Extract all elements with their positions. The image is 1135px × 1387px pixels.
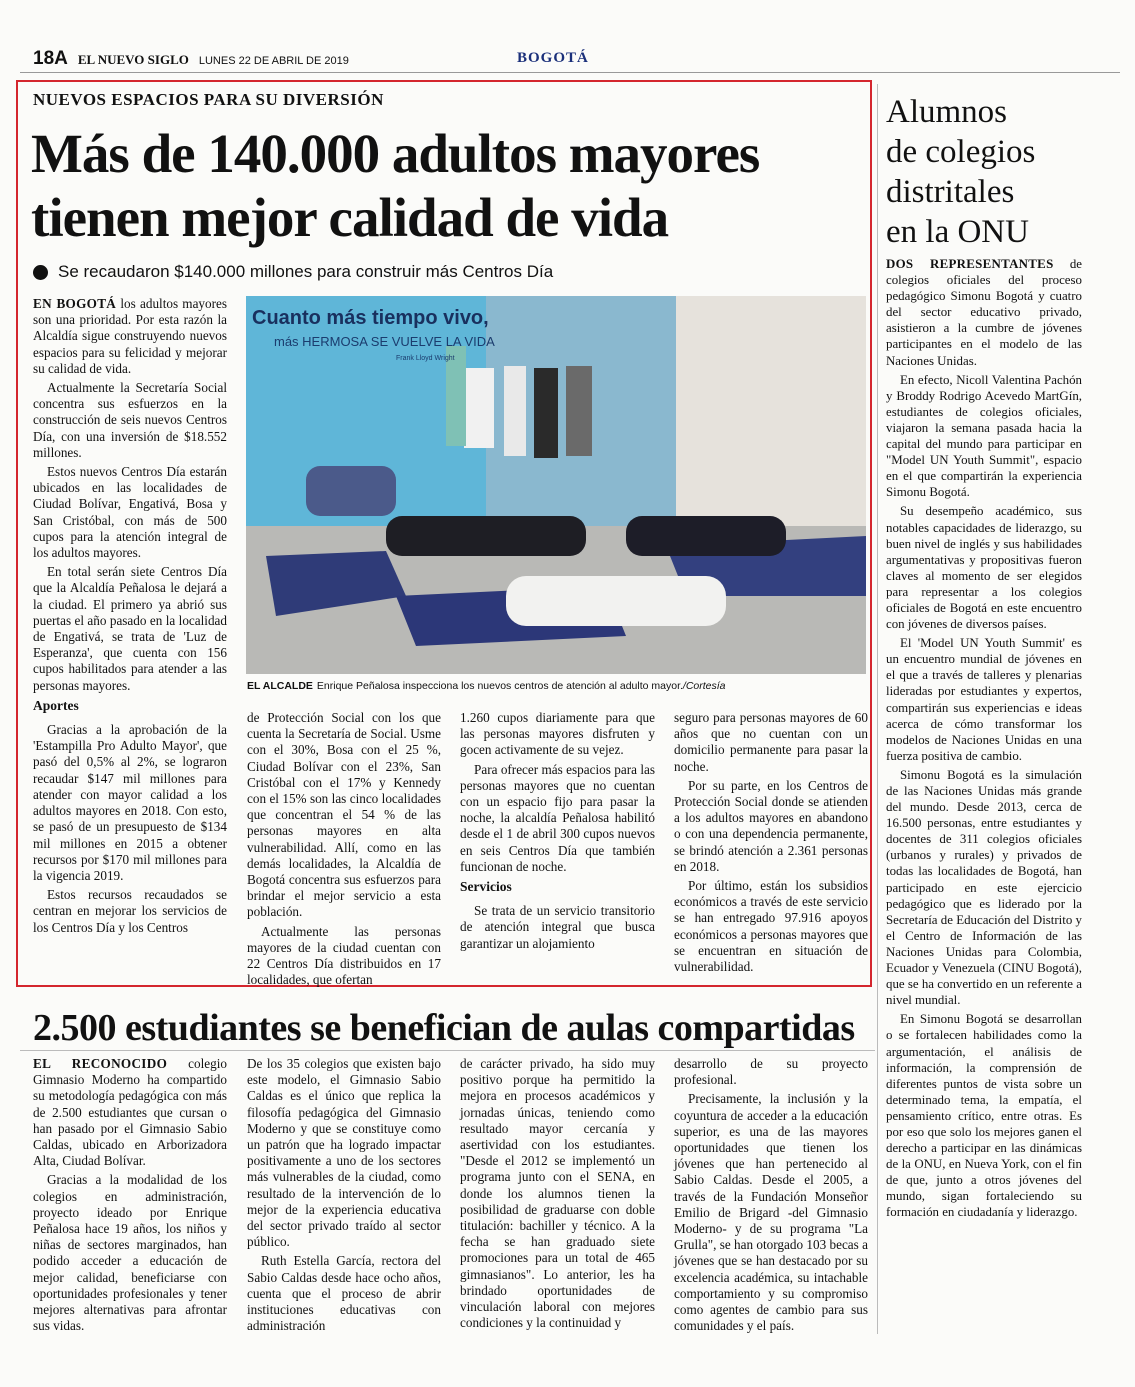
second-headline: 2.500 estudiantes se benefician de aulas compartidas	[33, 1007, 855, 1049]
subheading: Servicios	[460, 879, 512, 895]
paragraph	[886, 256, 1082, 369]
caption-text: Enrique Peñalosa inspecciona los nuevos centros de atención al adulto mayor.	[316, 680, 683, 692]
paragraph	[33, 296, 227, 377]
paragraph: 1.260 cupos diariamente para que las personas mayores disfruten y gocen activamente de su vejez.	[460, 710, 655, 758]
paragraph: Precisamente, la inclusión y la coyuntura de acceder a la educación superior, es una de las mayores oportunidades que tienen los jóvenes que han pertenecido al Sabio Caldas. Desde el 2005, a través de la Fundación Monseñor Emilio de Brigard -del Gimnasio Moderno- y de su programa "La Grulla", se han otorgado 103 becas a jóvenes que se han destacado por su excelencia académica, su intachable comportamiento y su compromiso como agentes de cambio para sus comunidades y el país.	[674, 1091, 868, 1334]
sidebar-title	[886, 92, 1126, 252]
summary-text: Se recaudaron $140.000 millones para construir más Centros Día	[58, 262, 554, 281]
paragraph-text: de colegios oficiales del proceso pedagógico Simonu Bogotá y cuatro del sector educativo privado, asistieron a la cumbre de jóvenes participantes en el modelo de las Naciones Unidas.	[886, 257, 1082, 368]
paragraph-text: los adultos mayores son una prioridad. Por esta razón la Alcaldía sigue construyendo nuevos espacios para su felicidad y mejorar su calidad de vida.	[33, 296, 227, 376]
paragraph: Por su parte, en los Centros de Protección Social donde se atienden a los adultos mayores en abandono o con una dependencia permanente, se brindó atención a 2.361 personas en 2018.	[674, 777, 868, 874]
headline-line-2: tienen mejor calidad de vida	[31, 187, 669, 248]
lead-in: EL RECONOCIDO	[33, 1056, 168, 1071]
wall-text-author: Frank Lloyd Wright	[396, 355, 455, 362]
sidebar-title-line: en la ONU	[886, 214, 1029, 250]
paragraph: de carácter privado, ha sido muy positivo porque ha permitido la mejora en procesos académicos y jornadas únicas, teniendo como resultado mayor cercanía y asertividad con los estudiantes. "Desde el 2012 se implementó un programa junto con el SENA, en donde los alumnos tienen la posibilidad de graduarse con doble titulación: bachiller y técnico. A la fecha se han graduado siete promociones para un total de 465 gimnasianos". Lo anterior, les ha brindado oportunidades de vinculación laboral con mejores condiciones y la continuidad y	[460, 1056, 655, 1331]
subheading: Aportes	[33, 697, 79, 713]
bullet-icon	[33, 265, 48, 280]
article-photo	[246, 296, 866, 674]
article-summary	[33, 262, 853, 282]
paragraph: Gracias a la aprobación de la 'Estampilla Pro Adulto Mayor', que pasó del 0,5% al 2%, se lograron recaudar $147 mil millones para atender con mayor calidad a los adultos mayores en 2018. Con esto, se pasó de un presupuesto de $134 mil millones en 2015 a obtener recursos por $170 mil millones para la vigencia 2019.	[33, 722, 227, 883]
article-headline	[31, 122, 861, 250]
second-column-3	[460, 1056, 655, 1334]
second-column-4	[674, 1056, 868, 1337]
sidebar-title-line: de colegios	[886, 134, 1036, 170]
section-name: BOGOTÁ	[517, 50, 589, 66]
photo-illustration	[246, 296, 866, 674]
folio-divider	[20, 72, 1120, 73]
photo-caption	[247, 680, 867, 692]
wall-text-line-1: Cuanto más tiempo vivo,	[252, 307, 489, 329]
publication-name: EL NUEVO SIGLO	[77, 52, 189, 67]
paragraph: Ruth Estella García, rectora del Sabio Caldas desde hace ocho años, cuenta que el proceso de abrir instituciones educativas con administración	[247, 1253, 441, 1334]
paragraph: Estos recursos recaudados se centran en mejorar los servicios de los Centros Día y los Centros	[33, 887, 227, 935]
sidebar-divider	[877, 84, 878, 1334]
main-column-2	[247, 710, 441, 991]
paragraph: Para ofrecer más espacios para las personas mayores que no cuentan con un espacio fijo para pasar la noche, la alcaldía Peñalosa habilitó desde el 1 de abril 300 cupos nuevos en seis Centros Día que también funcionan de noche.	[460, 761, 655, 874]
paragraph: Gracias a la modalidad de los colegios en administración, proyecto ideado por Enrique Peñalosa hace 19 años, los niños y niñas de sectores marginados, han podido acceder a educación de mejor calidad, beneficiarse con oportunidades profesionales y tener mejores alternativas para afrontar sus vidas.	[33, 1172, 227, 1334]
paragraph: de Protección Social con los que cuenta la Secretaría de Social. Usme con el 30%, Bosa con el 25 %, Ciudad Bolívar con el 23%, San Cristóbal con el 17% y Kennedy con el 15% son las cinco localidades que concentran el 54 % de las personas mayores en alta vulnerabilidad. Allí, como en las demás localidades, la Alcaldía de Bogotá concentra sus esfuerzos para brindar el mejor servicio a esta población.	[247, 710, 441, 920]
sidebar-title-line: Alumnos	[886, 94, 1008, 130]
paragraph: desarrollo de su proyecto profesional.	[674, 1056, 868, 1088]
second-column-2	[247, 1056, 441, 1337]
paragraph: El 'Model UN Youth Summit' es un encuentro mundial de jóvenes en el que a través de talleres y plenarias lideradas por estudiantes y expertos, compartirán sus experiencias e ideas acerca de cómo transformar los modelos de Naciones Unidas en una fuerza positiva de cambio.	[886, 636, 1082, 763]
paragraph: Actualmente la Secretaría Social concentra sus esfuerzos en la construcción de seis nuevos Centros Día, con una inversión de $18.552 millones.	[33, 380, 227, 460]
page-number: 18A	[33, 48, 68, 69]
caption-credit: /Cortesía	[682, 680, 726, 692]
paragraph: Por último, están los subsidios económicos a través de este servicio se han entregado 97.916 apoyos económicos a personas mayores que se encuentran en situación de vulnerabilidad.	[674, 878, 868, 975]
paragraph: En efecto, Nicoll Valentina Pachón y Broddy Rodrigo Acevedo MartGín, estudiantes de colegios oficiales, viajaron la semana pasada hacia la capital del mundo para participar en "Model UN Youth Summit", espacio en el que compartirán la experiencia Simonu Bogotá.	[886, 372, 1082, 500]
paragraph: Actualmente las personas mayores de la ciudad cuentan con 22 Centros Día distribuidos en 17 localidades, que ofertan	[247, 923, 441, 988]
paragraph-text: colegio Gimnasio Moderno ha compartido su metodología pedagógica con más de 2.500 estudiantes que cursan o han pasado por el Gimnasio Sabio Caldas, ubicado en Arborizadora Alta, Ciudad Bolívar.	[33, 1056, 227, 1169]
main-column-3	[460, 710, 655, 955]
wall-text-line-2: más HERMOSA SE VUELVE LA VIDA	[274, 334, 495, 349]
paragraph: De los 35 colegios que existen bajo este modelo, el Gimnasio Sabio Caldas es el único que replica la filosofía pedagógica del Gimnasio Moderno y que se constituye como un patrón que ha logrado impactar positivamente a uno de los sectores más vulnerables de la ciudad, como resultado de la intervención de lo mejor de la experiencia educativa del sector privado traído al sector público.	[247, 1056, 441, 1250]
paragraph: En Simonu Bogotá se desarrollan o se fortalecen habilidades como la argumentación, el análisis de información, la comprensión de diferentes puntos de vista sobre un determinado tema, la empatía, el pensamiento crítico, entre otras. Es por eso que solo los mejores ganen el derecho a participar en las dinámicas de la ONU, en Nueva York, con el fin de que, junto a otros jóvenes del mundo, sigan fortaleciendo su formación en ciudadanía y liderazgo.	[886, 1012, 1082, 1220]
lead-in: DOS REPRESENTANTES	[886, 257, 1054, 271]
headline-line-1: Más de 140.000 adultos mayores	[31, 123, 760, 184]
main-column-1	[33, 296, 227, 939]
caption-label: EL ALCALDE	[247, 680, 313, 692]
second-column-1	[33, 1056, 227, 1337]
paragraph: Estos nuevos Centros Día estarán ubicados en las localidades de Ciudad Bolívar, Engativá, Bosa y San Cristóbal, con más de 500 cupos para la atención integral de los adultos mayores.	[33, 464, 227, 561]
sidebar-body	[886, 256, 1082, 1224]
article-kicker: NUEVOS ESPACIOS PARA SU DIVERSIÓN	[33, 90, 384, 109]
sidebar-title-line: distritales	[886, 174, 1015, 210]
second-headline-divider	[20, 1050, 875, 1051]
paragraph	[33, 1056, 227, 1169]
page-folio	[33, 48, 1113, 72]
publication-date: LUNES 22 DE ABRIL DE 2019	[198, 55, 349, 67]
paragraph: Simonu Bogotá es la simulación de las Naciones Unidas más grande del mundo. Desde 2013, cerca de 16.500 personas, entre estudiantes y docentes de 311 colegios oficiales (urbanos y rurales) y privados de todas las localidades de Bogotá, han participado en este ejercicio pedagógico que es liderado por la Secretaría de Educación del Distrito y el Centro de Información de las Naciones Unidas para Colombia, Ecuador y Venezuela (CINU Bogotá), que se ha convertido en un referente a nivel mundial.	[886, 767, 1082, 1008]
paragraph: Su desempeño académico, sus notables capacidades de liderazgo, su buen nivel de inglés y sus habilidades argumentativas y propositivas fueron claves al momento de ser elegidos para representar a los colegios oficiales de Bogotá en este encuentro con jóvenes de diversos países.	[886, 504, 1082, 632]
paragraph: seguro para personas mayores de 60 años que no cuentan con un domicilio permanente para pasar la noche.	[674, 710, 868, 774]
main-column-4	[674, 710, 868, 978]
paragraph: Se trata de un servicio transitorio de atención integral que busca garantizar un alojamiento	[460, 903, 655, 951]
lead-in: EN BOGOTÁ	[33, 296, 117, 311]
paragraph: En total serán siete Centros Día que la Alcaldía Peñalosa le dejará a la ciudad. El primero ya abrió sus puertas el año pasado en la localidad de Engativá, se trata de 'Luz de Esperanza', que cuenta con 156 cupos habilitados para atender a las personas mayores.	[33, 564, 227, 693]
